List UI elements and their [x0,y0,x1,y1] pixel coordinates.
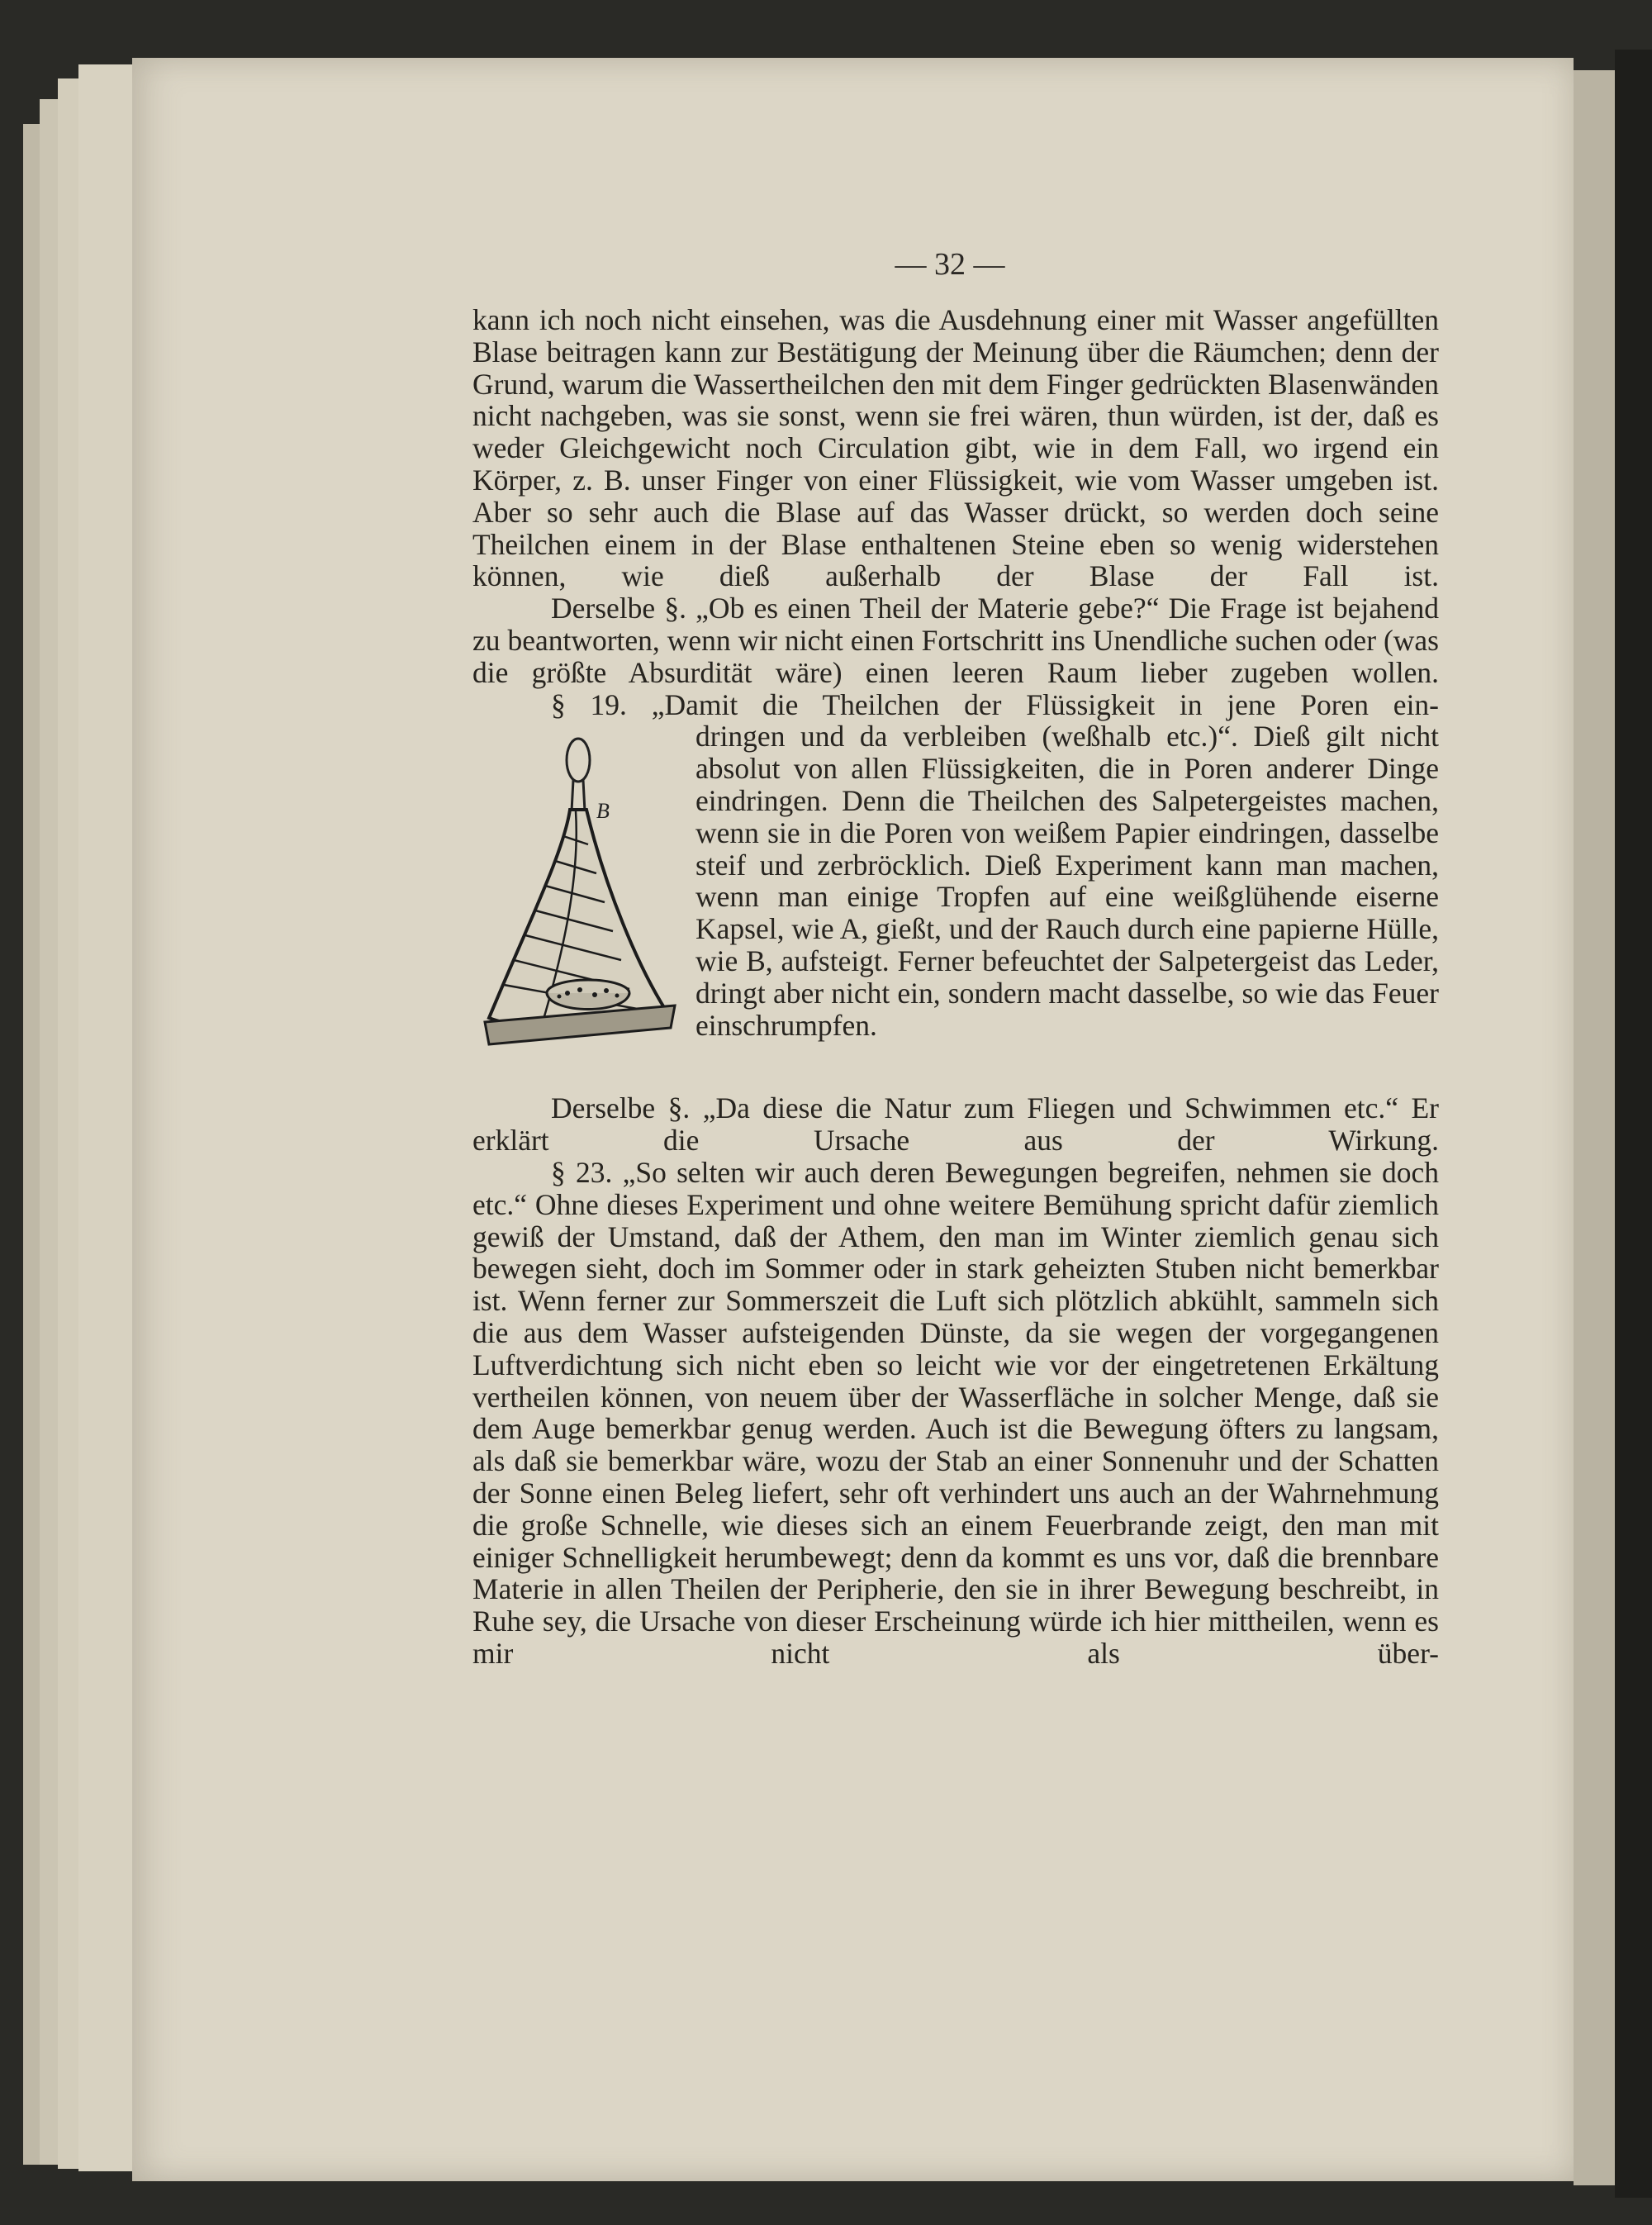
background-shadow [1615,50,1652,2198]
body-text [472,304,1439,1670]
paragraph-section-19-body: dringen und da verbleiben (weßhalb etc.)“. Dieß gilt nicht absolut von allen Flüssigkeiten, die in Poren anderer Dinge eindringen. Denn die Theilchen des Salpetergeistes machen, wenn sie in die Poren von weißem Papier eindringen, dasselbe steif und zerbröcklich. Dieß Experiment kann man machen, wenn man einige Tropfen auf eine weißglühende eiserne Kapsel, wie A, gießt, und der Rauch durch eine papierne Hülle, wie B, aufsteigt. Ferner befeuchtet der Salpetergeist das Leder, dringt aber nicht ein, sondern macht dasselbe, so wie das Feuer einschrumpfen. [695,720,1439,1042]
page-number: — 32 — [895,247,1005,282]
figure-label-b: B [596,799,610,824]
paper-cone-over-capsule-illustration [464,720,687,1092]
paragraph-continuation: kann ich noch nicht einsehen, was die Ausdehnung einer mit Wasser angefüllten Blase beitragen kann zur Bestätigung der Meinung über die Räumchen; denn der Grund, warum die Wassertheilchen den mit dem Finger gedrückten Blasenwänden nicht nachgeben, was sie sonst, wenn sie frei wären, thun würden, ist der, daß es weder Gleichgewicht noch Circulation gibt, wie in dem Fall, wo irgend ein Körper, z. B. unser Finger von einer Flüssigkeit, wie vom Wasser umgeben ist. Aber so sehr auch die Blase auf das Wasser drückt, so werden doch seine Theilchen einem in der Blase enthaltenen Steine eben so wenig widerstehen können, wie dieß außerhalb der Blase der Fall ist. [472,303,1439,593]
paragraph-section-19-head: § 19. „Damit die Theilchen der Flüssigkeit in jene Poren ein- [551,687,1439,721]
next-page-edge [1574,70,1615,2185]
paper-cone-figure [464,720,687,1092]
paragraph-section-23: § 23. „So selten wir auch deren Bewegungen begreifen, nehmen sie doch etc.“ Ohne dieses Experiment und ohne weitere Bemühung spricht dafür ziemlich gewiß der Umstand, daß der Athem, den man im Winter ziemlich genau sich bewegen sieht, doch im Sommer oder in stark geheizten Stuben nicht bemerkbar ist. Wenn ferner zur Sommerszeit die Luft sich plötzlich abkühlt, sammeln sich die aus dem Wasser aufsteigenden Dünste, da sie wegen der vorgegangenen Luftverdichtung sich nicht eben so leicht wie vor der eingetretenen Erkältung vertheilen können, von neuem über der Wasserfläche in solcher Menge, daß sie dem Auge bemerkbar genug werden. Auch ist die Bewegung öfters zu langsam, als daß sie bemerkbar wäre, wozu der Stab an einer Sonnenuhr und der Schatten der Sonne einen Beleg liefert, sehr oft verhindert uns auch an der Wahrnehmung die große Schnelle, wie dieses sich an einem Feuerbrande zeigt, den man mit einiger Schnelligkeit herumbewegt; denn da kommt es uns vor, daß die brennbare Materie in allen Theilen der Peripherie, den sie in ihrer Bewegung beschreibt, in Ruhe sey, die Ursache von dieser Erscheinung würde ich hier mittheilen, wenn es mir nicht als über- [472,1155,1439,1670]
paragraph-derselbe-1: Derselbe §. „Ob es einen Theil der Materie gebe?“ Die Frage ist bejahend zu beantworten, wenn wir nicht einen Fortschritt ins Unendliche suchen oder (was die größte Absurdität wäre) einen leeren Raum lieber zugeben wollen. [472,592,1439,689]
paragraph-derselbe-2: Derselbe §. „Da diese die Natur zum Fliegen und Schwimmen etc.“ Er erklärt die Ursache aus der Wirkung. [472,1091,1439,1158]
paragraph-section-19 [472,720,1439,1092]
